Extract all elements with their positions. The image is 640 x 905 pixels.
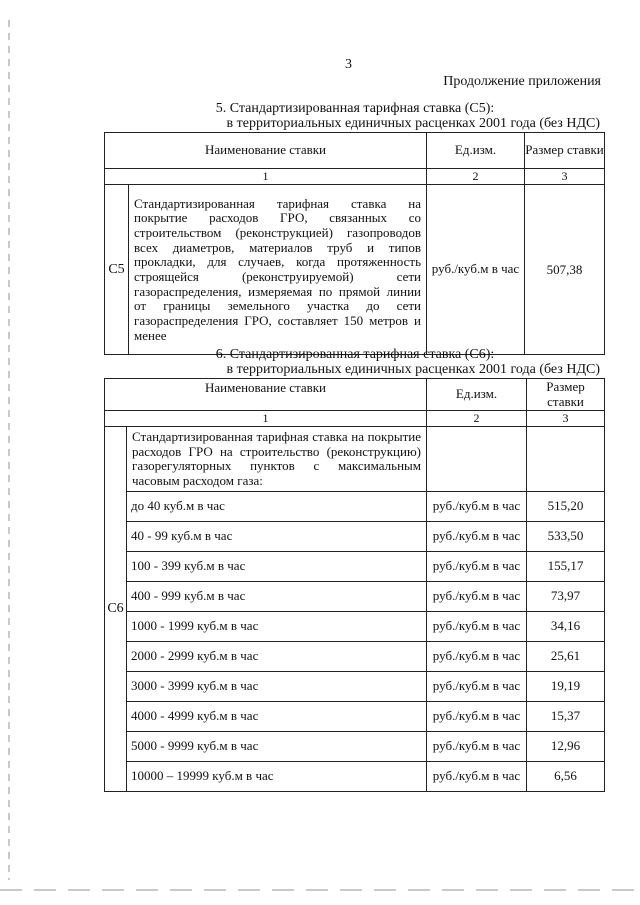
col-number-3: 3 — [525, 169, 605, 185]
rate-unit: руб./куб.м в час — [427, 185, 525, 355]
row-value: 6,56 — [527, 761, 605, 791]
col-number-2: 2 — [427, 169, 525, 185]
row-value: 19,19 — [527, 671, 605, 701]
col-number-2: 2 — [427, 411, 527, 427]
row-label: 5000 - 9999 куб.м в час — [127, 731, 427, 761]
row-label: 10000 – 19999 куб.м в час — [127, 761, 427, 791]
row-label: 40 - 99 куб.м в час — [127, 521, 427, 551]
table-row — [105, 551, 605, 581]
header-name: Наименование ставки — [105, 379, 427, 411]
row-value: 25,61 — [527, 641, 605, 671]
row-value: 533,50 — [527, 521, 605, 551]
table-row — [105, 491, 605, 521]
row-label: 100 - 399 куб.м в час — [127, 551, 427, 581]
rate-code: С5 — [105, 185, 129, 355]
row-unit: руб./куб.м в час — [427, 641, 527, 671]
continuation-label: Продолжение приложения — [443, 74, 601, 89]
row-value: 73,97 — [527, 581, 605, 611]
rate-value: 507,38 — [525, 185, 605, 355]
empty-unit-cell — [427, 427, 527, 492]
header-size: Размер ставки — [525, 133, 605, 169]
row-label: до 40 куб.м в час — [127, 491, 427, 521]
row-unit: руб./куб.м в час — [427, 611, 527, 641]
scan-edge — [8, 20, 10, 880]
row-label: 400 - 999 куб.м в час — [127, 581, 427, 611]
row-value: 15,37 — [527, 701, 605, 731]
row-unit: руб./куб.м в час — [427, 581, 527, 611]
row-label: 1000 - 1999 куб.м в час — [127, 611, 427, 641]
section5-subtitle: в территориальных единичных расценках 2001 года (без НДС) — [226, 116, 600, 131]
table-row — [105, 731, 605, 761]
section5-title: 5. Стандартизированная тарифная ставка (С5): — [215, 101, 495, 116]
col-number-3: 3 — [527, 411, 605, 427]
row-value: 12,96 — [527, 731, 605, 761]
row-value: 515,20 — [527, 491, 605, 521]
header-name: Наименование ставки — [105, 133, 427, 169]
row-unit: руб./куб.м в час — [427, 521, 527, 551]
table-row — [105, 611, 605, 641]
rate-description: Стандартизированная тарифная ставка на покрытие расходов ГРО на строительство (реконструкцию) газорегуляторных пунктов с максимальным часовым расходом газа: — [127, 427, 427, 492]
table-row — [105, 581, 605, 611]
row-label: 3000 - 3999 куб.м в час — [127, 671, 427, 701]
header-unit: Ед.изм. — [427, 379, 527, 411]
header-size: Размер ставки — [527, 379, 605, 411]
page-number: 3 — [345, 57, 352, 72]
row-label: 4000 - 4999 куб.м в час — [127, 701, 427, 731]
header-unit: Ед.изм. — [427, 133, 525, 169]
table-row — [105, 671, 605, 701]
row-unit: руб./куб.м в час — [427, 731, 527, 761]
section5-heading — [0, 101, 640, 132]
empty-value-cell — [527, 427, 605, 492]
rate-code: С6 — [105, 427, 127, 792]
row-unit: руб./куб.м в час — [427, 671, 527, 701]
table-row — [105, 641, 605, 671]
table-c6 — [104, 378, 605, 792]
scan-bottom-marks — [0, 889, 640, 891]
row-unit: руб./куб.м в час — [427, 701, 527, 731]
row-label: 2000 - 2999 куб.м в час — [127, 641, 427, 671]
section6-heading — [0, 347, 640, 378]
row-unit: руб./куб.м в час — [427, 491, 527, 521]
row-unit: руб./куб.м в час — [427, 551, 527, 581]
rate-description: Стандартизированная тарифная ставка на покрытие расходов ГРО, связанных со строительством (реконструкцией) газопроводов всех диаметров, материалов труб и типов прокладки, для случаев, когда протяженность строящейся (реконструируемой) сети газораспределения, измеряемая по прямой линии от границы земельного участка до сети газораспределения ГРО, составляет 150 метров и менее — [129, 185, 427, 355]
row-unit: руб./куб.м в час — [427, 761, 527, 791]
section6-subtitle: в территориальных единичных расценках 2001 года (без НДС) — [226, 362, 600, 377]
col-number-1: 1 — [105, 169, 427, 185]
section6-title: 6. Стандартизированная тарифная ставка (С6): — [215, 347, 495, 362]
table-row — [105, 521, 605, 551]
col-number-1: 1 — [105, 411, 427, 427]
table-c5 — [104, 132, 605, 355]
table-row — [105, 701, 605, 731]
row-value: 34,16 — [527, 611, 605, 641]
table-row — [105, 761, 605, 791]
row-value: 155,17 — [527, 551, 605, 581]
